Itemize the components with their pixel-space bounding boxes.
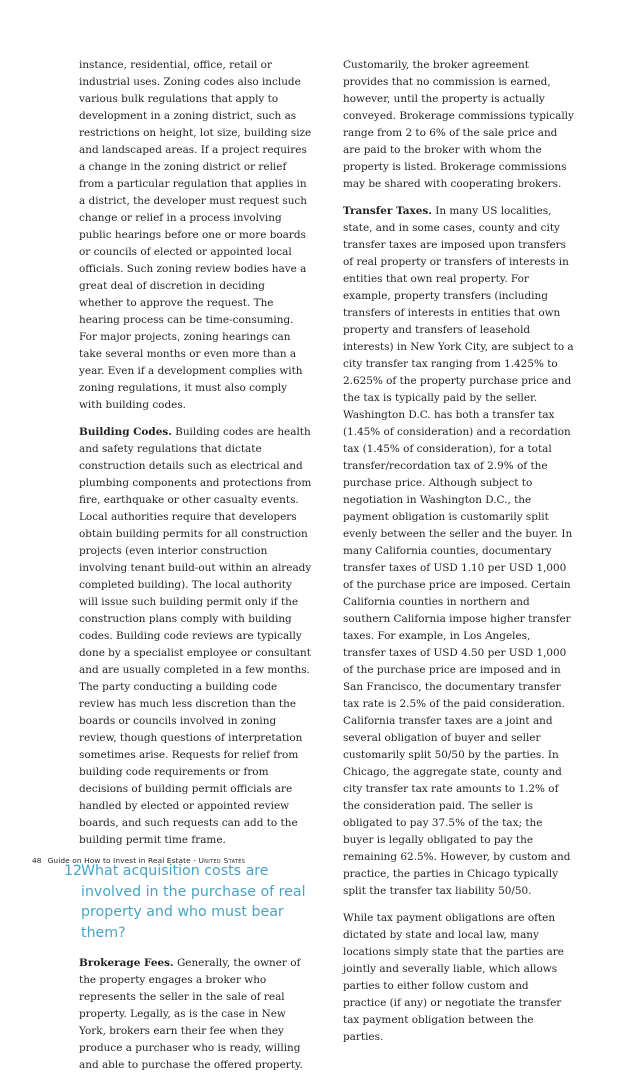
footer-country: United States	[198, 856, 246, 865]
page-footer	[32, 856, 245, 865]
section-heading	[64, 861, 319, 943]
footer-title: Guide on How to Invest in Real Estate -	[47, 856, 199, 865]
page-number: 48	[32, 856, 42, 865]
building-codes-lead: Building Codes.	[79, 426, 172, 438]
zoning-paragraph: instance, residential, office, retail or industrial uses. Zoning codes also include various bulk regulations that apply to development in a zoning district, such as restrictions on height, lot size, building size and landscaped areas. If a project requires a change in the zoning district or relief from a particular regulation that applies in a district, the developer must request such change or relief in a process involving public hearings before one or more boards or councils of elected or appointed local officials. Such zoning review bodies have a great deal of discretion in deciding whether to approve the request. The hearing process can be time-consuming. For major projects, zoning hearings can take several months or even more than a year. Even if a development complies with zoning regulations, it must also comply with building codes.	[79, 59, 312, 411]
building-codes-body: Building codes are health and safety regulations that dictate construction details such as electrical and plumbing components and protections from fire, earthquake or other casualty events. Local authorities require that developers obtain building permits for all construction projects (even interior construction involving tenant build-out within an already completed building). The local authority will issue such building permit only if the construction plans comply with building codes. Building code reviews are typically done by a specialist employee or consultant and are usually completed in a few months. The party conducting a building code review has much less discretion than the boards or councils involved in zoning review, though questions of interpretation sometimes arise. Requests for relief from building code requirements or from decisions of building permit officials are handled by elected or appointed review boards, and such requests can add to the building permit time frame.	[79, 426, 312, 846]
tax-obligations-paragraph: While tax payment obligations are often dictated by state and local law, many locations simply state that the parties are jointly and severally liable, which allows parties to either follow custom and practice (if any) or negotiate the transfer tax payment obligation between the parties.	[343, 912, 564, 1043]
section-number: 12.	[64, 863, 87, 879]
transfer-taxes-lead: Transfer Taxes.	[343, 205, 432, 217]
building-codes-paragraph	[79, 424, 312, 849]
right-column	[343, 57, 575, 1056]
section-title: What acquisition costs are involved in the purchase of real property and who must bear them?	[81, 863, 306, 941]
transfer-taxes-paragraph	[343, 203, 575, 900]
brokerage-fees-body: Generally, the owner of the property engages a broker who represents the seller in the sale of real property. Legally, as is the case in New York, brokers earn their fee when they produce a purchaser who is ready, willing and able to purchase the offered property.	[79, 957, 303, 1071]
transfer-taxes-body: In many US localities, state, and in some cases, county and city transfer taxes are imposed upon transfers of real property or transfers of interests in entities that own real property. For example, property transfers (including transfers of interests in entities that own property and transfers of leasehold interests) in New York City, are subject to a city transfer tax ranging from 1.425% to 2.625% of the property purchase price and the tax is typically paid by the seller. Washington D.C. has both a transfer tax (1.45% of consideration) and a recordation tax (1.45% of consideration), for a total transfer/recordation tax of 2.9% of the purchase price. Although subject to negotiation in Washington D.C., the payment obligation is customarily split evenly between the seller and the buyer. In many California counties, documentary transfer taxes of USD 1.10 per USD 1,000 of the purchase price are imposed. Certain California counties in northern and southern California impose higher transfer taxes. For example, in Los Angeles, transfer taxes of USD 4.50 per USD 1,000 of the purchase price are imposed and in San Francisco, the documentary transfer tax rate is 2.5% of the paid consideration. California transfer taxes are a joint and several obligation of buyer and seller customarily split 50/50 by the parties. In Chicago, the aggregate state, county and city transfer tax rate amounts to 1.2% of the consideration paid. The seller is obligated to pay 37.5% of the tax; the buyer is legally obligated to pay the remaining 62.5%. However, by custom and practice, the parties in Chicago typically split the transfer tax liability 50/50.	[343, 205, 574, 897]
brokerage-fees-paragraph	[79, 955, 312, 1074]
brokerage-fees-lead: Brokerage Fees.	[79, 957, 174, 969]
left-column	[64, 57, 312, 1084]
commission-paragraph: Customarily, the broker agreement provides that no commission is earned, however, until the property is actually conveyed. Brokerage commissions typically range from 2 to 6% of the sale price and are paid to the broker with whom the property is listed. Brokerage commissions may be shared with cooperating brokers.	[343, 59, 574, 190]
